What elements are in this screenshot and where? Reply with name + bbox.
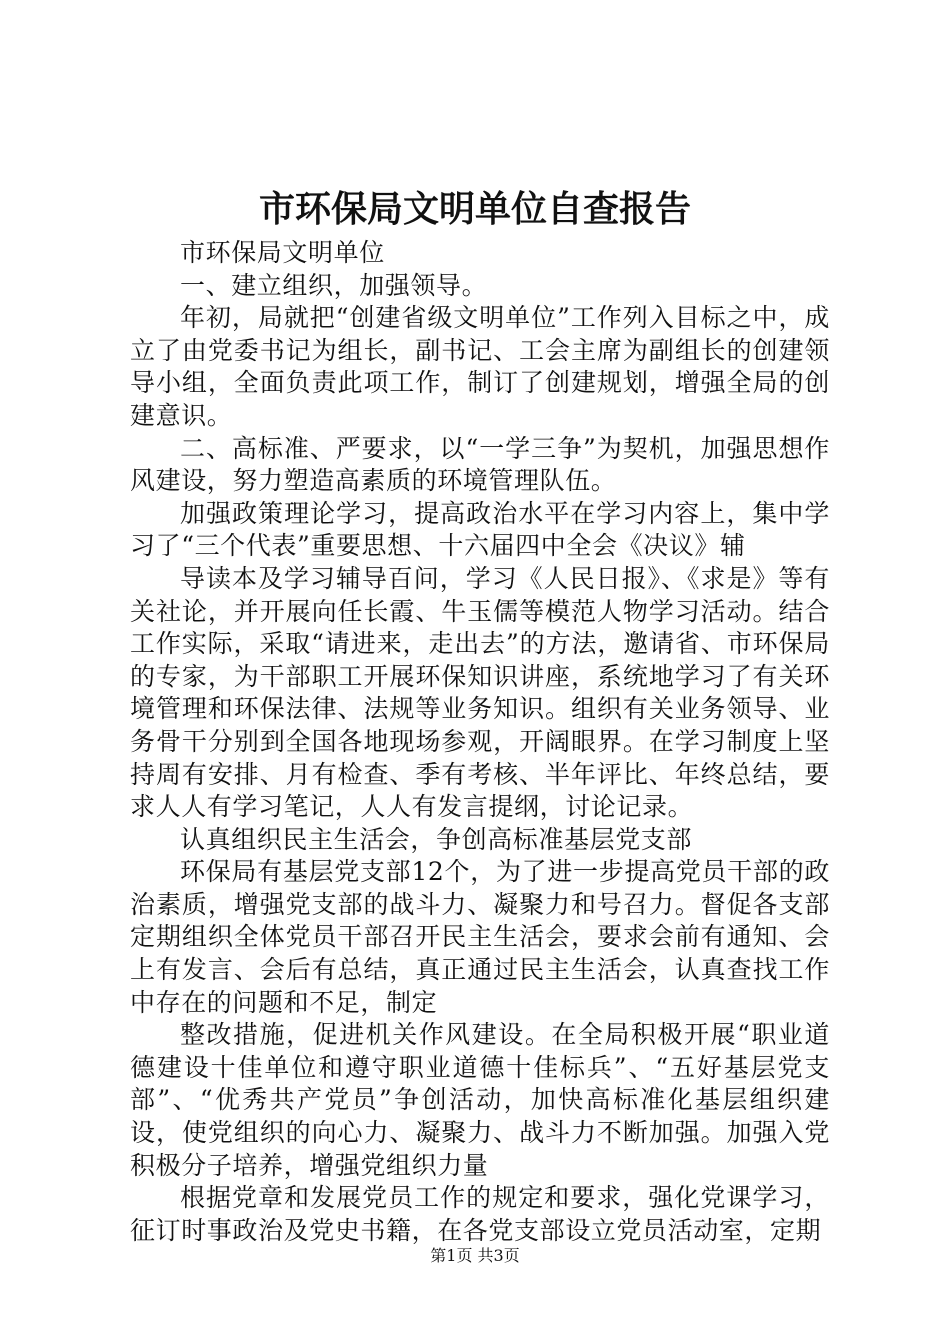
- paragraph-study-details: 导读本及学习辅导百问，学习《人民日报》、《求是》等有关社论，并开展向任长霞、牛玉儒等模范人物学习活动。结合工作实际，采取“请进来，走出去”的方法，邀请省、市环保局的专家，为干部职工开展环保知识讲座，系统地学习了有关环境管理和环保法律、法规等业务知识。组织有关业务领导、业务骨干分别到全国各地现场参观，开阔眼界。在学习制度上坚持周有安排、月有检查、季有考核、半年评比、年终总结，要求人人有学习笔记，人人有发言提纲，讨论记录。: [130, 563, 830, 822]
- document-body: [130, 237, 830, 1247]
- paragraph-party-lessons: 根据党章和发展党员工作的规定和要求，强化党课学习，征订时事政治及党史书籍，在各党支部设立党员活动室，定期: [130, 1183, 830, 1245]
- page-footer: 第1页 共3页: [430, 1246, 520, 1265]
- paragraph-org-name: 市环保局文明单位: [180, 238, 385, 267]
- paragraph-rectification: 整改措施，促进机关作风建设。在全局积极开展“职业道德建设十佳单位和遵守职业道德十佳标兵”、“五好基层党支部”、“优秀共产党员”争创活动，加快高标准化基层组织建设，使党组织的向心力、凝聚力、战斗力不断加强。加强入党积极分子培养，增强党组织力量: [130, 1020, 830, 1180]
- paragraph-creation-plan: 年初，局就把“创建省级文明单位”工作列入目标之中，成立了由党委书记为组长，副书记、工会主席为副组长的创建领导小组，全面负责此项工作，制订了创建规划，增强全局的创建意识。: [130, 303, 830, 430]
- paragraph-heading-2: 二、高标准、严要求，以“一学三争”为契机，加强思想作风建设，努力塑造高素质的环境管理队伍。: [130, 433, 830, 496]
- paragraph-democratic-life: 认真组织民主生活会，争创高标准基层党支部: [180, 824, 693, 854]
- paragraph-heading-1: 一、建立组织，加强领导。: [180, 270, 488, 300]
- paragraph-party-branches: 环保局有基层党支部12个，为了进一步提高党员干部的政治素质，增强党支部的战斗力、凝聚力和号召力。督促各支部定期组织全体党员干部召开民主生活会，要求会前有通知、会上有发言、会后有总结，真正通过民主生活会，认真查找工作中存在的问题和不足，制定: [130, 857, 830, 1017]
- document-title: 市环保局文明单位自查报告: [258, 188, 691, 230]
- paragraph-policy-study: 加强政策理论学习，提高政治水平在学习内容上，集中学习了“三个代表”重要思想、十六届四中全会《决议》辅: [130, 498, 830, 561]
